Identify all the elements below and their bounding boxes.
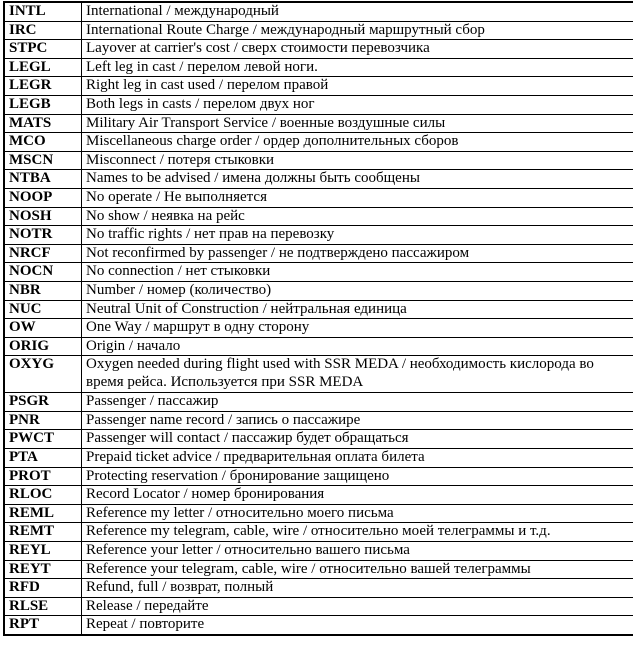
table-row [4, 40, 633, 59]
abbreviation-code: LEGR [4, 77, 82, 96]
table-row [4, 467, 633, 486]
abbreviation-code: STPC [4, 40, 82, 59]
abbreviation-description: Names to be advised / имена должны быть сообщены [82, 170, 633, 189]
abbreviation-description: Reference my letter / относительно моего письма [82, 504, 633, 523]
abbreviation-code: NOTR [4, 226, 82, 245]
abbreviation-description: No show / неявка на рейс [82, 207, 633, 226]
table-row [4, 58, 633, 77]
abbreviation-code: ORIG [4, 337, 82, 356]
abbreviation-code: PSGR [4, 393, 82, 412]
abbreviation-description: Neutral Unit of Construction / нейтральная единица [82, 300, 633, 319]
abbreviation-description: No operate / Не выполняется [82, 188, 633, 207]
abbreviation-code: NOOP [4, 188, 82, 207]
table-row [4, 207, 633, 226]
abbreviation-code: NOCN [4, 263, 82, 282]
table-row [4, 133, 633, 152]
abbreviation-code: OXYG [4, 356, 82, 393]
abbreviation-description: Not reconfirmed by passenger / не подтверждено пассажиром [82, 244, 633, 263]
abbreviation-description: Origin / начало [82, 337, 633, 356]
abbreviation-code: NBR [4, 281, 82, 300]
abbreviation-code: IRC [4, 21, 82, 40]
abbreviation-description: Both legs in casts / перелом двух ног [82, 95, 633, 114]
abbreviation-code: REYT [4, 560, 82, 579]
abbreviation-code: PTA [4, 449, 82, 468]
table-row [4, 319, 633, 338]
abbreviation-description: Number / номер (количество) [82, 281, 633, 300]
abbreviation-code: REMT [4, 523, 82, 542]
abbreviation-code: INTL [4, 2, 82, 21]
table-row [4, 597, 633, 616]
table-row [4, 486, 633, 505]
abbreviation-description: Misconnect / потеря стыковки [82, 151, 633, 170]
abbreviation-code: NUC [4, 300, 82, 319]
table-row [4, 542, 633, 561]
abbreviation-description: Record Locator / номер бронирования [82, 486, 633, 505]
abbreviation-description: Protecting reservation / бронирование защищено [82, 467, 633, 486]
abbreviation-code: RLOC [4, 486, 82, 505]
abbreviation-description: Passenger name record / запись о пассажире [82, 411, 633, 430]
abbreviation-code: MSCN [4, 151, 82, 170]
abbreviation-description: Military Air Transport Service / военные воздушные силы [82, 114, 633, 133]
abbreviation-description: Layover at carrier's cost / сверх стоимости перевозчика [82, 40, 633, 59]
abbreviation-description: Left leg in cast / перелом левой ноги. [82, 58, 633, 77]
abbreviation-description: International Route Charge / международный маршрутный сбор [82, 21, 633, 40]
table-row [4, 226, 633, 245]
abbreviation-code: PROT [4, 467, 82, 486]
table-row [4, 95, 633, 114]
table-row [4, 281, 633, 300]
table-row [4, 151, 633, 170]
abbreviation-description: Refund, full / возврат, полный [82, 579, 633, 598]
abbreviation-code: NOSH [4, 207, 82, 226]
table-row [4, 77, 633, 96]
abbreviation-description: No traffic rights / нет прав на перевозку [82, 226, 633, 245]
abbreviation-code: PWCT [4, 430, 82, 449]
table-row [4, 2, 633, 21]
abbreviation-description: Repeat / повторите [82, 616, 633, 635]
abbreviation-description: Reference my telegram, cable, wire / относительно моей телеграммы и т.д. [82, 523, 633, 542]
abbreviation-description: Release / передайте [82, 597, 633, 616]
abbreviation-code: RFD [4, 579, 82, 598]
abbreviation-code: LEGB [4, 95, 82, 114]
table-row [4, 393, 633, 412]
table-row [4, 114, 633, 133]
abbreviation-description: Passenger will contact / пассажир будет обращаться [82, 430, 633, 449]
abbreviation-code: MATS [4, 114, 82, 133]
table-row [4, 411, 633, 430]
abbreviation-code: RPT [4, 616, 82, 635]
abbreviation-code: MCO [4, 133, 82, 152]
table-row [4, 356, 633, 393]
table-row [4, 579, 633, 598]
abbreviation-description: Reference your telegram, cable, wire / относительно вашей телеграммы [82, 560, 633, 579]
abbreviation-description: Reference your letter / относительно вашего письма [82, 542, 633, 561]
table-row [4, 170, 633, 189]
table-row [4, 21, 633, 40]
abbreviation-table [3, 1, 633, 636]
table-row [4, 560, 633, 579]
abbreviation-code: NTBA [4, 170, 82, 189]
table-row [4, 449, 633, 468]
table-row [4, 244, 633, 263]
abbreviation-code: NRCF [4, 244, 82, 263]
table-row [4, 300, 633, 319]
abbreviation-description: No connection / нет стыковки [82, 263, 633, 282]
abbreviation-description: One Way / маршрут в одну сторону [82, 319, 633, 338]
table-row [4, 523, 633, 542]
abbreviation-description: Miscellaneous charge order / ордер дополнительных сборов [82, 133, 633, 152]
abbreviation-code: REYL [4, 542, 82, 561]
abbreviation-code: OW [4, 319, 82, 338]
abbreviation-description: Right leg in cast used / перелом правой [82, 77, 633, 96]
abbreviation-code: RLSE [4, 597, 82, 616]
abbreviation-code: LEGL [4, 58, 82, 77]
table-row [4, 430, 633, 449]
table-row [4, 188, 633, 207]
abbreviation-description: Prepaid ticket advice / предварительная оплата билета [82, 449, 633, 468]
abbreviation-table-body [4, 2, 633, 635]
abbreviation-description: Passenger / пассажир [82, 393, 633, 412]
abbreviation-description: International / международный [82, 2, 633, 21]
table-row [4, 504, 633, 523]
table-row [4, 263, 633, 282]
table-row [4, 337, 633, 356]
abbreviation-code: REML [4, 504, 82, 523]
table-row [4, 616, 633, 635]
abbreviation-code: PNR [4, 411, 82, 430]
abbreviation-description: Oxygen needed during flight used with SSR MEDA / необходимость кислорода во время рейса. Используется при SSR MEDA [82, 356, 633, 393]
